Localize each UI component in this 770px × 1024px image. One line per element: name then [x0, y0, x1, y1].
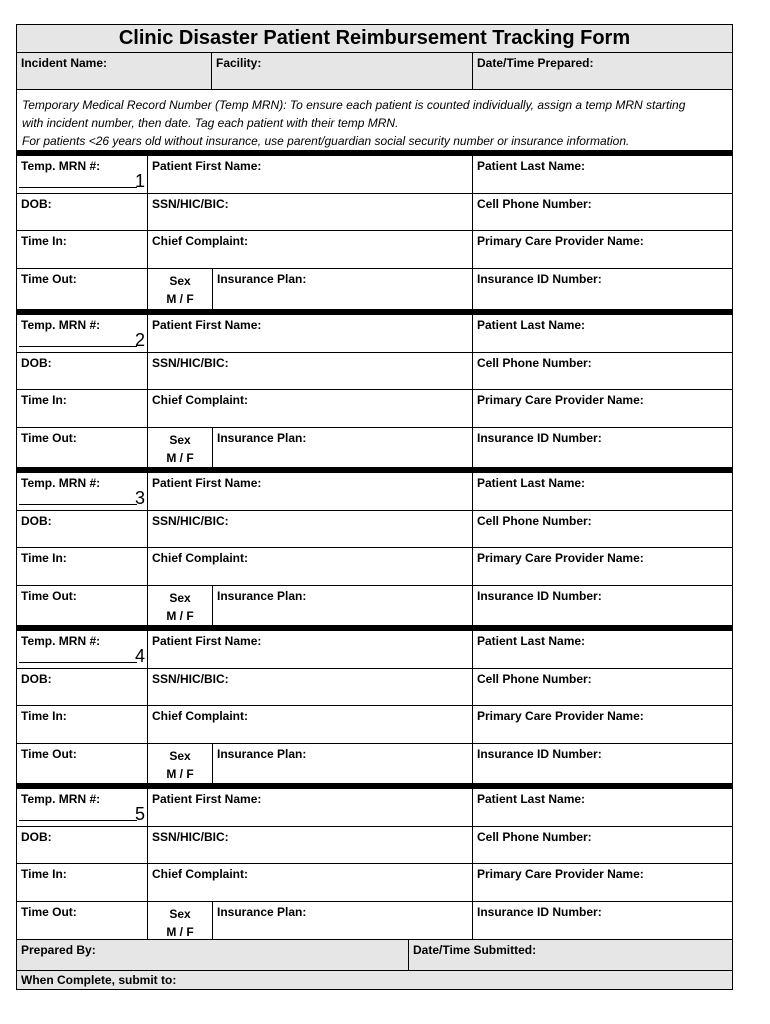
- patient-2-dob-field-label: DOB:: [21, 356, 52, 370]
- patient-3-time-out-field[interactable]: [17, 586, 147, 629]
- mrn-underline: [19, 662, 137, 663]
- sex-label: Sex: [169, 749, 191, 763]
- patient-3-row-name: [17, 473, 732, 511]
- patient-3-first-name-field-label: Patient First Name:: [152, 476, 262, 490]
- patient-4-temp-mrn-field[interactable]: [17, 631, 147, 668]
- patient-3-chief-complaint-field-label: Chief Complaint:: [152, 551, 248, 565]
- patient-2-dob-field[interactable]: [17, 353, 147, 389]
- patient-3-insurance-id-field-label: Insurance ID Number:: [477, 589, 602, 603]
- patient-3-time-in-field[interactable]: [17, 548, 147, 585]
- patient-3-insurance-plan-field[interactable]: [212, 586, 472, 629]
- mrn-underline: [19, 187, 137, 188]
- patient-2-last-name-field[interactable]: [472, 315, 732, 352]
- patient-4-pcp-field-label: Primary Care Provider Name:: [477, 709, 644, 723]
- patient-3-temp-mrn-field[interactable]: [17, 473, 147, 510]
- patient-4-insurance-plan-field-label: Insurance Plan:: [217, 747, 307, 761]
- patient-3-block: [17, 467, 732, 623]
- patient-2-time-out-field-label: Time Out:: [21, 431, 77, 445]
- sex-options: M / F: [166, 767, 194, 781]
- patient-2-temp-mrn-field[interactable]: [17, 315, 147, 352]
- patient-1-dob-field-label: DOB:: [21, 197, 52, 211]
- patient-2-insurance-plan-field[interactable]: [212, 428, 472, 471]
- patient-2-row-time-in: [17, 390, 732, 428]
- patient-1-last-name-field-label: Patient Last Name:: [477, 159, 586, 173]
- patient-4-insurance-id-field[interactable]: [472, 744, 732, 787]
- temp-mrn-label: Temp. MRN #:: [21, 476, 101, 490]
- patient-5-chief-complaint-field-label: Chief Complaint:: [152, 867, 248, 881]
- patient-3-first-name-field[interactable]: [147, 473, 472, 510]
- patient-5-chief-complaint-field[interactable]: [147, 864, 472, 901]
- patient-2-insurance-id-field[interactable]: [472, 428, 732, 471]
- sex-options: M / F: [166, 451, 194, 465]
- date-prepared-field[interactable]: [472, 53, 732, 89]
- patient-1-row-time-in: [17, 231, 732, 269]
- patient-5-dob-field-label: DOB:: [21, 830, 52, 844]
- patient-3-ssn-field[interactable]: [147, 511, 472, 547]
- patient-1-time-in-field[interactable]: [17, 231, 147, 268]
- mrn-underline: [19, 504, 137, 505]
- patient-1-cell-phone-field[interactable]: [472, 194, 732, 230]
- patient-5-cell-phone-field-label: Cell Phone Number:: [477, 830, 592, 844]
- patient-4-cell-phone-field-label: Cell Phone Number:: [477, 672, 592, 686]
- patient-1-pcp-field-label: Primary Care Provider Name:: [477, 234, 644, 248]
- patient-1-ssn-field-label: SSN/HIC/BIC:: [152, 197, 229, 211]
- patient-1-row-name: [17, 156, 732, 194]
- temp-mrn-label: Temp. MRN #:: [21, 634, 101, 648]
- instruction-line-3: For patients <26 years old without insurance, use parent/guardian social security number or insurance information.: [22, 134, 630, 148]
- patient-5-time-in-field[interactable]: [17, 864, 147, 901]
- patient-1-cell-phone-field-label: Cell Phone Number:: [477, 197, 592, 211]
- patient-1-insurance-plan-field[interactable]: [212, 269, 472, 312]
- patient-4-time-in-field-label: Time In:: [21, 709, 67, 723]
- patient-4-first-name-field[interactable]: [147, 631, 472, 668]
- patient-4-pcp-field[interactable]: [472, 706, 732, 743]
- patient-2-cell-phone-field[interactable]: [472, 353, 732, 389]
- patient-4-block: [17, 625, 732, 781]
- incident-name-field[interactable]: [17, 53, 211, 89]
- patient-3-sex-field[interactable]: [147, 586, 212, 629]
- patient-5-first-name-field-label: Patient First Name:: [152, 792, 262, 806]
- patient-4-row-dob: [17, 669, 732, 706]
- facility-label: Facility:: [216, 56, 262, 70]
- patient-4-row-name: [17, 631, 732, 669]
- patient-3-dob-field[interactable]: [17, 511, 147, 547]
- reimbursement-form: [16, 24, 733, 990]
- patient-2-ssn-field-label: SSN/HIC/BIC:: [152, 356, 229, 370]
- patient-5-row-dob: [17, 827, 732, 864]
- sex-label: Sex: [169, 907, 191, 921]
- patient-5-ssn-field-label: SSN/HIC/BIC:: [152, 830, 229, 844]
- patient-4-ssn-field[interactable]: [147, 669, 472, 705]
- patient-5-time-out-field-label: Time Out:: [21, 905, 77, 919]
- sex-label: Sex: [169, 274, 191, 288]
- patient-2-cell-phone-field-label: Cell Phone Number:: [477, 356, 592, 370]
- patient-2-ssn-field[interactable]: [147, 353, 472, 389]
- patient-5-pcp-field-label: Primary Care Provider Name:: [477, 867, 644, 881]
- facility-field[interactable]: [211, 53, 472, 89]
- patient-2-row-name: [17, 315, 732, 353]
- prepared-by-row: [17, 939, 732, 970]
- patient-2-insurance-id-field-label: Insurance ID Number:: [477, 431, 602, 445]
- patient-3-cell-phone-field-label: Cell Phone Number:: [477, 514, 592, 528]
- patient-2-row-dob: [17, 353, 732, 390]
- patient-1-block: [17, 150, 732, 306]
- patient-3-last-name-field[interactable]: [472, 473, 732, 510]
- patient-1-sex-field[interactable]: [147, 269, 212, 312]
- patient-4-time-out-field[interactable]: [17, 744, 147, 787]
- patient-4-insurance-plan-field[interactable]: [212, 744, 472, 787]
- patient-4-first-name-field-label: Patient First Name:: [152, 634, 262, 648]
- patient-1-insurance-id-field-label: Insurance ID Number:: [477, 272, 602, 286]
- patient-3-pcp-field[interactable]: [472, 548, 732, 585]
- incident-name-label: Incident Name:: [21, 56, 108, 70]
- patient-5-block: [17, 783, 732, 939]
- submit-to-row[interactable]: [17, 970, 732, 989]
- patient-4-cell-phone-field[interactable]: [472, 669, 732, 705]
- patient-4-chief-complaint-field-label: Chief Complaint:: [152, 709, 248, 723]
- patient-1-temp-mrn-field[interactable]: [17, 156, 147, 193]
- patient-2-block: [17, 309, 732, 465]
- patient-2-chief-complaint-field[interactable]: [147, 390, 472, 427]
- mrn-underline: [19, 820, 137, 821]
- patient-4-dob-field-label: DOB:: [21, 672, 52, 686]
- patient-3-dob-field-label: DOB:: [21, 514, 52, 528]
- patient-2-insurance-plan-field-label: Insurance Plan:: [217, 431, 307, 445]
- patient-1-time-out-field-label: Time Out:: [21, 272, 77, 286]
- patient-4-row-time-in: [17, 706, 732, 744]
- prepared-by-field[interactable]: [17, 940, 408, 970]
- patient-3-pcp-field-label: Primary Care Provider Name:: [477, 551, 644, 565]
- patient-1-ssn-field[interactable]: [147, 194, 472, 230]
- patient-4-time-out-field-label: Time Out:: [21, 747, 77, 761]
- patient-3-time-out-field-label: Time Out:: [21, 589, 77, 603]
- patient-2-chief-complaint-field-label: Chief Complaint:: [152, 393, 248, 407]
- patient-number: 5: [135, 804, 146, 824]
- patient-4-ssn-field-label: SSN/HIC/BIC:: [152, 672, 229, 686]
- patient-2-first-name-field-label: Patient First Name:: [152, 318, 262, 332]
- patient-1-chief-complaint-field[interactable]: [147, 231, 472, 268]
- patient-2-last-name-field-label: Patient Last Name:: [477, 318, 586, 332]
- patient-4-time-in-field[interactable]: [17, 706, 147, 743]
- temp-mrn-label: Temp. MRN #:: [21, 318, 101, 332]
- patient-1-last-name-field[interactable]: [472, 156, 732, 193]
- patient-1-insurance-id-field[interactable]: [472, 269, 732, 312]
- patient-number: 3: [135, 488, 146, 508]
- instruction-line-1: Temporary Medical Record Number (Temp MRN): To ensure each patient is counted individually, assign a temp MRN starting: [22, 98, 686, 112]
- patient-4-sex-field[interactable]: [147, 744, 212, 787]
- patient-5-time-in-field-label: Time In:: [21, 867, 67, 881]
- temp-mrn-label: Temp. MRN #:: [21, 792, 101, 806]
- date-submitted-field[interactable]: [408, 940, 732, 970]
- patient-3-ssn-field-label: SSN/HIC/BIC:: [152, 514, 229, 528]
- patient-3-time-in-field-label: Time In:: [21, 551, 67, 565]
- patient-5-row-name: [17, 789, 732, 827]
- instruction-line-2: with incident number, then date. Tag each patient with their temp MRN.: [22, 116, 399, 130]
- mrn-underline: [19, 346, 137, 347]
- patient-4-last-name-field-label: Patient Last Name:: [477, 634, 586, 648]
- patient-number: 4: [135, 646, 146, 666]
- patient-3-chief-complaint-field[interactable]: [147, 548, 472, 585]
- patient-2-time-in-field[interactable]: [17, 390, 147, 427]
- patient-5-last-name-field[interactable]: [472, 789, 732, 826]
- patient-1-chief-complaint-field-label: Chief Complaint:: [152, 234, 248, 248]
- patient-1-first-name-field-label: Patient First Name:: [152, 159, 262, 173]
- patient-1-time-out-field[interactable]: [17, 269, 147, 312]
- patient-2-pcp-field-label: Primary Care Provider Name:: [477, 393, 644, 407]
- sex-label: Sex: [169, 591, 191, 605]
- patient-number: 1: [135, 171, 146, 191]
- submit-to-label: When Complete, submit to:: [21, 973, 177, 987]
- patient-2-time-out-field[interactable]: [17, 428, 147, 471]
- patient-1-first-name-field[interactable]: [147, 156, 472, 193]
- sex-label: Sex: [169, 433, 191, 447]
- date-submitted-label: Date/Time Submitted:: [413, 943, 537, 957]
- patient-5-pcp-field[interactable]: [472, 864, 732, 901]
- patient-5-insurance-plan-field-label: Insurance Plan:: [217, 905, 307, 919]
- patient-1-insurance-plan-field-label: Insurance Plan:: [217, 272, 307, 286]
- sex-options: M / F: [166, 292, 194, 306]
- patient-1-dob-field[interactable]: [17, 194, 147, 230]
- patient-5-insurance-id-field-label: Insurance ID Number:: [477, 905, 602, 919]
- patient-5-row-time-in: [17, 864, 732, 902]
- sex-options: M / F: [166, 609, 194, 623]
- temp-mrn-label: Temp. MRN #:: [21, 159, 101, 173]
- patient-3-insurance-plan-field-label: Insurance Plan:: [217, 589, 307, 603]
- patient-3-last-name-field-label: Patient Last Name:: [477, 476, 586, 490]
- patient-3-insurance-id-field[interactable]: [472, 586, 732, 629]
- patient-1-pcp-field[interactable]: [472, 231, 732, 268]
- patient-5-temp-mrn-field[interactable]: [17, 789, 147, 826]
- patient-4-insurance-id-field-label: Insurance ID Number:: [477, 747, 602, 761]
- title-row: [17, 25, 732, 53]
- patient-3-row-time-in: [17, 548, 732, 586]
- patient-1-row-time-out: [17, 269, 732, 312]
- instructions-block: [17, 90, 732, 150]
- patient-2-pcp-field[interactable]: [472, 390, 732, 427]
- patient-4-chief-complaint-field[interactable]: [147, 706, 472, 743]
- patient-5-dob-field[interactable]: [17, 827, 147, 863]
- patient-5-cell-phone-field[interactable]: [472, 827, 732, 863]
- patient-3-row-time-out: [17, 586, 732, 629]
- patient-5-last-name-field-label: Patient Last Name:: [477, 792, 586, 806]
- patient-2-time-in-field-label: Time In:: [21, 393, 67, 407]
- header-row: [17, 53, 732, 90]
- patient-5-first-name-field[interactable]: [147, 789, 472, 826]
- patient-3-cell-phone-field[interactable]: [472, 511, 732, 547]
- sex-options: M / F: [166, 925, 194, 939]
- patient-number: 2: [135, 330, 146, 350]
- patient-4-last-name-field[interactable]: [472, 631, 732, 668]
- patient-4-dob-field[interactable]: [17, 669, 147, 705]
- patient-1-time-in-field-label: Time In:: [21, 234, 67, 248]
- patient-2-row-time-out: [17, 428, 732, 471]
- patient-5-ssn-field[interactable]: [147, 827, 472, 863]
- patient-3-row-dob: [17, 511, 732, 548]
- form-title: Clinic Disaster Patient Reimbursement Tracking Form: [118, 27, 631, 49]
- patient-2-sex-field[interactable]: [147, 428, 212, 471]
- date-prepared-label: Date/Time Prepared:: [477, 56, 594, 70]
- patient-4-row-time-out: [17, 744, 732, 787]
- prepared-by-label: Prepared By:: [21, 943, 96, 957]
- patient-2-first-name-field[interactable]: [147, 315, 472, 352]
- patient-1-row-dob: [17, 194, 732, 231]
